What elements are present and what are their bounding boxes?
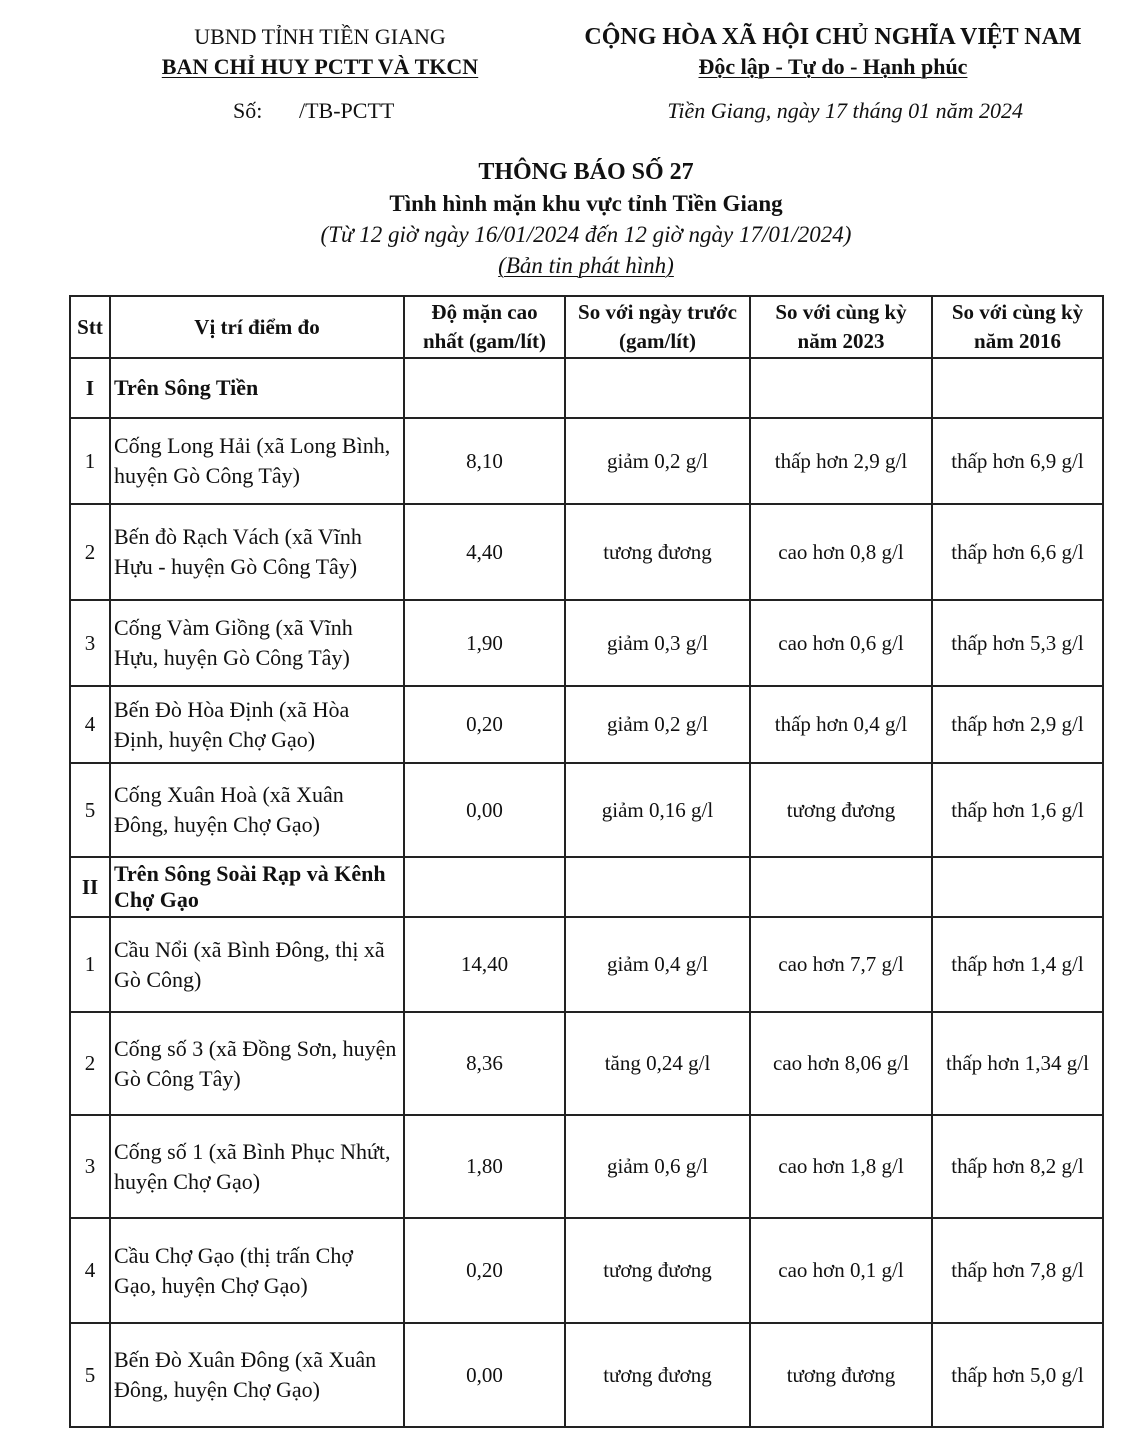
max-salinity-cell: 0,00	[404, 763, 565, 857]
document-number	[233, 98, 394, 124]
row-number: 5	[70, 763, 110, 857]
section-title: Trên Sông Soài Rạp và Kênh Chợ Gạo	[110, 857, 404, 917]
table-row	[70, 686, 1103, 763]
vs-2016-cell: thấp hơn 1,34 g/l	[932, 1012, 1103, 1115]
empty-cell	[404, 857, 565, 917]
empty-cell	[565, 857, 750, 917]
max-salinity-cell: 1,90	[404, 600, 565, 686]
row-number: 2	[70, 504, 110, 600]
table-body	[70, 358, 1103, 1427]
table-row	[70, 600, 1103, 686]
section-row	[70, 358, 1103, 418]
max-salinity-cell: 0,20	[404, 1218, 565, 1323]
table-row	[70, 1323, 1103, 1427]
vs-previous-day-cell: tăng 0,24 g/l	[565, 1012, 750, 1115]
vs-previous-day-cell: tương đương	[565, 1218, 750, 1323]
vs-2023-cell: thấp hơn 2,9 g/l	[750, 418, 932, 504]
section-row	[70, 857, 1103, 917]
header-stt: Stt	[70, 296, 110, 358]
max-salinity-cell: 8,10	[404, 418, 565, 504]
vs-2023-cell: tương đương	[750, 1323, 932, 1427]
location-cell: Cống số 1 (xã Bình Phục Nhứt, huyện Chợ Gạo)	[110, 1115, 404, 1218]
empty-cell	[932, 857, 1103, 917]
row-number: 5	[70, 1323, 110, 1427]
section-number: II	[70, 857, 110, 917]
vs-2016-cell: thấp hơn 5,0 g/l	[932, 1323, 1103, 1427]
vs-previous-day-cell: giảm 0,2 g/l	[565, 418, 750, 504]
row-number: 3	[70, 1115, 110, 1218]
vs-previous-day-cell: giảm 0,2 g/l	[565, 686, 750, 763]
table-row	[70, 504, 1103, 600]
vs-previous-day-cell: giảm 0,16 g/l	[565, 763, 750, 857]
table-row	[70, 1115, 1103, 1218]
document-number-label: Số:	[233, 98, 263, 123]
vs-2016-cell: thấp hơn 8,2 g/l	[932, 1115, 1103, 1218]
header-location: Vị trí điểm đo	[110, 296, 404, 358]
vs-2016-cell: thấp hơn 2,9 g/l	[932, 686, 1103, 763]
table-row	[70, 1012, 1103, 1115]
empty-cell	[932, 358, 1103, 418]
country-name: CỘNG HÒA XÃ HỘI CHỦ NGHĨA VIỆT NAM	[584, 24, 1082, 50]
salinity-table	[69, 295, 1104, 1428]
location-cell: Cầu Chợ Gạo (thị trấn Chợ Gạo, huyện Chợ Gạo)	[110, 1218, 404, 1323]
vs-previous-day-cell: tương đương	[565, 504, 750, 600]
issuer-block	[120, 22, 520, 82]
notice-title: THÔNG BÁO SỐ 27	[478, 159, 694, 185]
vs-2016-cell: thấp hơn 1,6 g/l	[932, 763, 1103, 857]
vs-2016-cell: thấp hơn 5,3 g/l	[932, 600, 1103, 686]
row-number: 4	[70, 686, 110, 763]
table-row	[70, 763, 1103, 857]
row-number: 2	[70, 1012, 110, 1115]
vs-2023-cell: cao hơn 1,8 g/l	[750, 1115, 932, 1218]
row-number: 3	[70, 600, 110, 686]
location-cell: Cống số 3 (xã Đồng Sơn, huyện Gò Công Tây)	[110, 1012, 404, 1115]
document-number-value: /TB-PCTT	[299, 98, 395, 123]
vs-previous-day-cell: tương đương	[565, 1323, 750, 1427]
location-cell: Bến đò Rạch Vách (xã Vĩnh Hựu - huyện Gò Công Tây)	[110, 504, 404, 600]
national-motto-block	[568, 22, 1098, 82]
vs-2016-cell: thấp hơn 7,8 g/l	[932, 1218, 1103, 1323]
table-header-row	[70, 296, 1103, 358]
vs-2023-cell: cao hơn 8,06 g/l	[750, 1012, 932, 1115]
vs-previous-day-cell: giảm 0,6 g/l	[565, 1115, 750, 1218]
notice-period: (Từ 12 giờ ngày 16/01/2024 đến 12 giờ ngày 17/01/2024)	[320, 222, 852, 247]
vs-2016-cell: thấp hơn 6,6 g/l	[932, 504, 1103, 600]
vs-2023-cell: cao hơn 0,8 g/l	[750, 504, 932, 600]
table-row	[70, 1218, 1103, 1323]
location-cell: Cống Xuân Hoà (xã Xuân Đông, huyện Chợ Gạo)	[110, 763, 404, 857]
header-vs-previous-day: So với ngày trước (gam/lít)	[565, 296, 750, 358]
vs-2023-cell: tương đương	[750, 763, 932, 857]
row-number: 1	[70, 917, 110, 1012]
row-number: 4	[70, 1218, 110, 1323]
national-motto: Độc lập - Tự do - Hạnh phúc	[698, 54, 968, 79]
max-salinity-cell: 4,40	[404, 504, 565, 600]
issuer-committee: BAN CHỈ HUY PCTT VÀ TKCN	[161, 54, 479, 79]
vs-previous-day-cell: giảm 0,3 g/l	[565, 600, 750, 686]
max-salinity-cell: 8,36	[404, 1012, 565, 1115]
header-max-salinity: Độ mặn cao nhất (gam/lít)	[404, 296, 565, 358]
notice-subtitle: Tình hình mặn khu vực tỉnh Tiền Giang	[389, 191, 783, 216]
location-cell: Cống Long Hải (xã Long Bình, huyện Gò Công Tây)	[110, 418, 404, 504]
empty-cell	[404, 358, 565, 418]
empty-cell	[750, 358, 932, 418]
table-row	[70, 917, 1103, 1012]
vs-2016-cell: thấp hơn 1,4 g/l	[932, 917, 1103, 1012]
section-number: I	[70, 358, 110, 418]
max-salinity-cell: 1,80	[404, 1115, 565, 1218]
table-row	[70, 418, 1103, 504]
location-cell: Cầu Nổi (xã Bình Đông, thị xã Gò Công)	[110, 917, 404, 1012]
header-vs-2016: So với cùng kỳ năm 2016	[932, 296, 1103, 358]
location-cell: Bến Đò Hòa Định (xã Hòa Định, huyện Chợ Gạo)	[110, 686, 404, 763]
notice-edition: (Bản tin phát hình)	[498, 253, 674, 278]
empty-cell	[750, 857, 932, 917]
vs-previous-day-cell: giảm 0,4 g/l	[565, 917, 750, 1012]
header-vs-2023: So với cùng kỳ năm 2023	[750, 296, 932, 358]
location-cell: Bến Đò Xuân Đông (xã Xuân Đông, huyện Chợ Gạo)	[110, 1323, 404, 1427]
max-salinity-cell: 0,00	[404, 1323, 565, 1427]
issue-date: Tiền Giang, ngày 17 tháng 01 năm 2024	[667, 98, 1023, 123]
row-number: 1	[70, 418, 110, 504]
vs-2023-cell: cao hơn 0,6 g/l	[750, 600, 932, 686]
section-title: Trên Sông Tiền	[110, 358, 404, 418]
location-cell: Cống Vàm Giồng (xã Vĩnh Hựu, huyện Gò Công Tây)	[110, 600, 404, 686]
max-salinity-cell: 14,40	[404, 917, 565, 1012]
empty-cell	[565, 358, 750, 418]
document-title	[0, 157, 1136, 281]
vs-2023-cell: cao hơn 0,1 g/l	[750, 1218, 932, 1323]
vs-2023-cell: thấp hơn 0,4 g/l	[750, 686, 932, 763]
vs-2016-cell: thấp hơn 6,9 g/l	[932, 418, 1103, 504]
issuer-province: UBND TỈNH TIỀN GIANG	[194, 24, 446, 49]
vs-2023-cell: cao hơn 7,7 g/l	[750, 917, 932, 1012]
max-salinity-cell: 0,20	[404, 686, 565, 763]
